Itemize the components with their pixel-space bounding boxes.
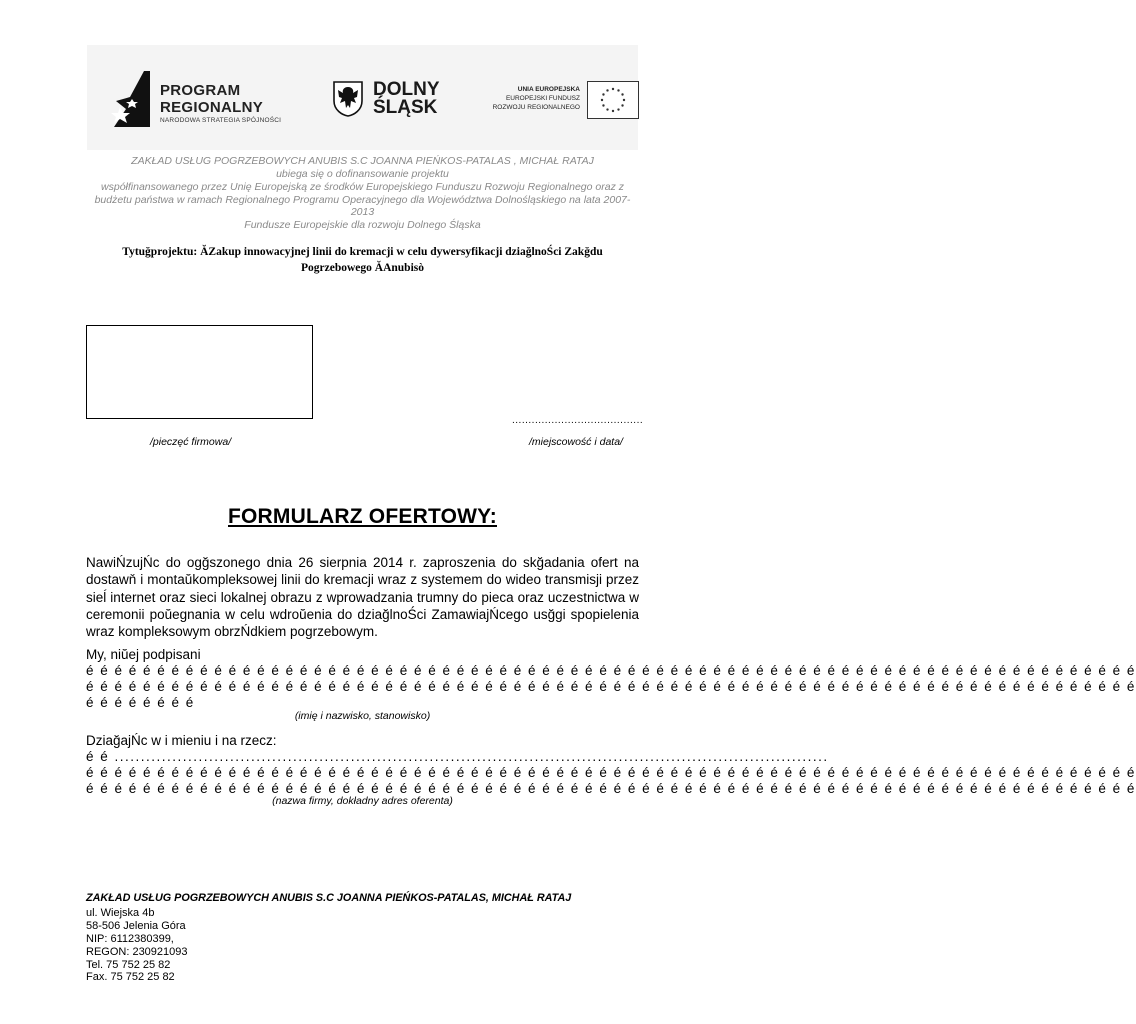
footer-nip: NIP: 6112380399,: [86, 932, 174, 945]
footer-address: [86, 892, 646, 984]
project-title: [90, 244, 635, 276]
program-regionalny-line1: PROGRAM: [160, 82, 241, 99]
signed-label: My, niŭej podpisani: [86, 647, 201, 662]
eagle-crest-icon: [333, 81, 363, 117]
header-line-funds: Fundusze Europejskie dla rozwoju Dolnego Śląska: [244, 219, 481, 231]
unia-line1: UNIA EUROPEJSKA: [517, 86, 580, 93]
eu-star-icon: [602, 93, 604, 95]
form-title: FORMULARZ OFERTOWY:: [228, 505, 497, 528]
firm-caption: (nazwa firmy, dokładny adres oferenta): [272, 795, 453, 807]
eu-star-icon: [621, 93, 623, 95]
program-regionalny-mark-icon: [110, 71, 150, 127]
eu-star-icon: [621, 104, 623, 106]
eu-star-icon: [606, 89, 608, 91]
place-date-caption: /miejscowość i data/: [529, 436, 623, 448]
dolny-slask-line2: ŚLĄSK: [373, 97, 438, 118]
signatory-fill-line-3: é é é é é é é é: [86, 695, 195, 710]
program-regionalny-logo: [110, 68, 300, 130]
eu-star-icon: [623, 99, 625, 101]
company-stamp-box: [86, 325, 313, 419]
signatory-fill-line-2: é é é é é é é é é é é é é é é é é é é é é é é é é é é é é é é é é é é é é é é é é é é é é é é é é é é é é é é é é é é é é é é é é é é é é é é é é é: [86, 679, 1136, 694]
signatories-block: [86, 647, 1136, 711]
unia-line2: EUROPEJSKI FUNDUSZ: [505, 95, 580, 102]
unia-europejska-text: [480, 85, 580, 112]
header-line-year: 2013: [350, 206, 375, 218]
acting-fill-line-3: é é é é é é é é é é é é é é é é é é é é é é é é é é é é é é é é é é é é é é é é é é é é é é é é é é é é é é é é é é é é é é é é é é é é é é é é é é: [86, 781, 1136, 796]
name-caption: (imię i nazwisko, stanowisko): [294, 710, 431, 722]
project-title-line2: Pogrzebowego ĂAnubisò: [301, 262, 424, 274]
program-regionalny-line2: REGIONALNY: [160, 99, 264, 116]
eu-star-icon: [617, 89, 619, 91]
acting-label: DziağajŃc w i mieniu i na rzecz:: [86, 733, 277, 748]
eu-star-icon: [612, 88, 614, 90]
footer-company: ZAKŁAD USŁUG POGRZEBOWYCH ANUBIS S.C JOANNA PIEŃKOS-PATALAS, MICHAŁ RATAJ: [86, 892, 572, 904]
eu-star-icon: [601, 99, 603, 101]
program-regionalny-subtitle: NARODOWA STRATEGIA SPÓJNOŚCI: [160, 117, 282, 124]
footer-regon: REGON: 230921093: [86, 945, 188, 958]
signatory-fill-line-1: é é é é é é é é é é é é é é é é é é é é é é é é é é é é é é é é é é é é é é é é é é é é é é é é é é é é é é é é é é é é é é é é é é é é é é é é é é: [86, 663, 1136, 678]
footer-tel: Tel. 75 752 25 82: [86, 958, 171, 971]
eu-star-icon: [606, 108, 608, 110]
stamp-caption: /pieczęć firmowa/: [150, 436, 232, 448]
eu-star-icon: [617, 108, 619, 110]
footer-fax: Fax. 75 752 25 82: [86, 971, 175, 984]
eu-star-icon: [602, 104, 604, 106]
place-date-dots: ........................................: [512, 415, 644, 426]
footer-city: 58-506 Jelenia Góra: [86, 919, 186, 932]
header-line-budget: budżetu państwa w ramach Regionalnego Programu Operacyjnego dla Województwa Dolnośląskiego na lata 2007-: [94, 194, 631, 206]
unia-line3: ROZWOJU REGIONALNEGO: [492, 104, 580, 111]
form-intro-paragraph: NawiŃzujŃc do ogğszonego dnia 26 sierpnia 2014 r. zaproszenia do skğadania ofert na dostawň i montaŭkompleksowej linii do kremacji wraz z systemem do wideo transmisji przez sieĺ internet oraz sieci lokalnej obrazu z wprowadzania trumny do pieca oraz uczestnictwa w ceremonii poŭegnania w celu wdroŭenia do dziağlnoŚci ZamawiajŃcego usğgi spopielenia wraz kompleksowym obrzŃdkiem pogrzebowym.: [86, 555, 639, 640]
acting-fill-line-2: é é é é é é é é é é é é é é é é é é é é é é é é é é é é é é é é é é é é é é é é é é é é é é é é é é é é é é é é é é é é é é é é é é é é é é é é é é: [86, 765, 1136, 780]
project-title-line1: Tytuğprojektu: ĂZakup innowacyjnej linii do kremacji w celu dywersyfikacji dziağlnoŚci Zakğdu: [122, 246, 603, 258]
header-line-company: ZAKŁAD USŁUG POGRZEBOWYCH ANUBIS S.C JOANNA PIEŃKOS-PATALAS , MICHAŁ RATAJ: [131, 155, 594, 167]
eu-star-icon: [612, 110, 614, 112]
acting-block: [86, 733, 1136, 797]
dolny-slask-line1: DOLNY: [373, 79, 440, 100]
header-line-cofinanced: współfinansowanego przez Unię Europejską ze środków Europejskiego Funduszu Rozwoju Regionalnego oraz z: [101, 181, 624, 193]
dolny-slask-logo: [333, 80, 448, 120]
footer-street: ul. Wiejska 4b: [86, 906, 155, 919]
acting-fill-line-1: é é ........................................................................................................................................: [86, 749, 829, 764]
header-line-applies: ubiega się o dofinansowanie projektu: [276, 168, 449, 180]
eu-flag-icon: [587, 81, 639, 119]
